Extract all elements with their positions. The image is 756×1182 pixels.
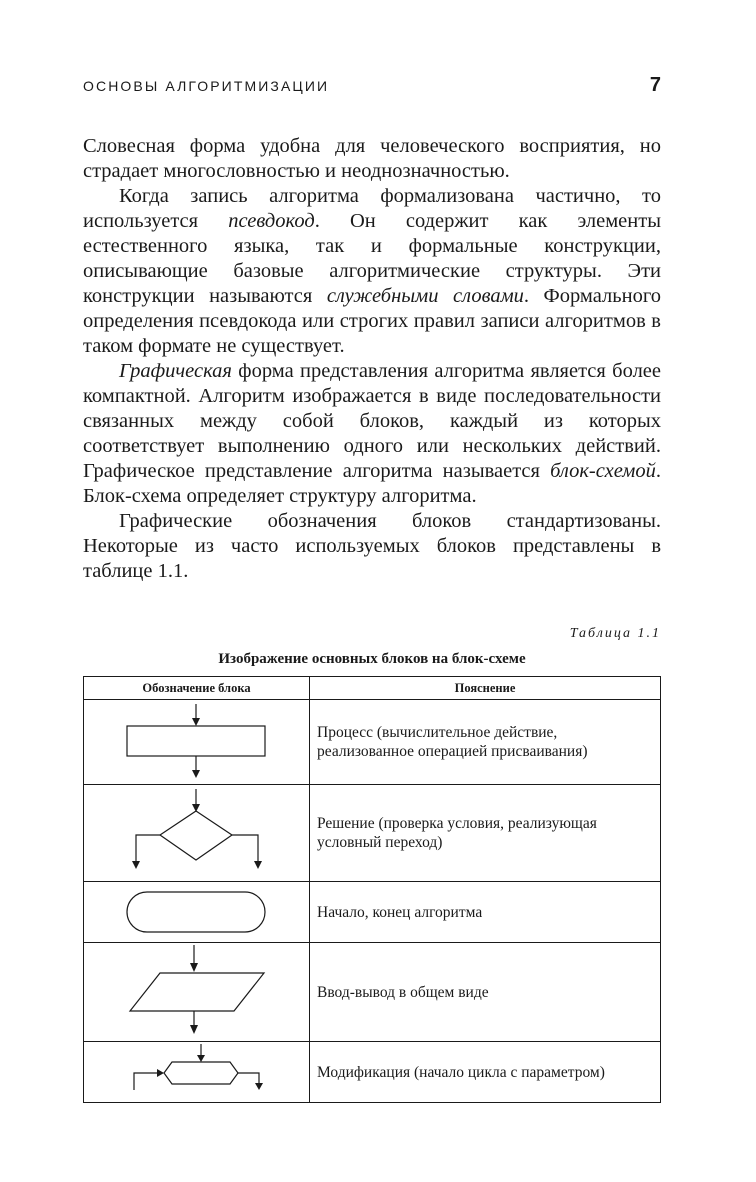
table-label: Таблица 1.1 xyxy=(569,626,661,641)
table-row xyxy=(84,785,661,882)
description-cell: Модификация (начало цикла с параметром) xyxy=(310,1042,661,1103)
symbol-cell xyxy=(84,943,310,1042)
symbol-cell xyxy=(84,785,310,882)
loop-modification-block-icon xyxy=(84,1042,309,1102)
paragraph-4-text: Графические обозначения блоков стандартизованы. Некоторые из часто используемых блоков представлены в таблице 1.1. xyxy=(83,510,661,582)
paragraph-2 xyxy=(83,184,661,359)
description-cell: Начало, конец алгоритма xyxy=(310,882,661,943)
term-service-words: служебными словами xyxy=(326,285,524,307)
term-pseudocode: псевдокод xyxy=(228,210,315,232)
paragraph-3 xyxy=(83,359,661,509)
table-row xyxy=(84,700,661,785)
paragraph-1 xyxy=(83,134,661,184)
description-cell: Ввод-вывод в общем виде xyxy=(310,943,661,1042)
paragraph-2-text-b: . Он содержит как элементы естественного языка, так и формальные конструкции, описывающие базовые алгоритмические структуры. Эти конструкции называются xyxy=(83,210,661,307)
description-cell: Процесс (вычислительное действие, реализованное операцией присваивания) xyxy=(310,700,661,785)
process-block-icon xyxy=(84,700,309,784)
page-header xyxy=(83,76,661,98)
paragraph-2-text-a: Когда запись алгоритма формализована частично, то используется xyxy=(83,185,661,232)
symbol-cell xyxy=(84,700,310,785)
decision-block-icon xyxy=(84,785,309,881)
table-row xyxy=(84,943,661,1042)
symbol-cell xyxy=(84,882,310,943)
body-text xyxy=(83,134,661,584)
table-title: Изображение основных блоков на блок-схеме xyxy=(218,651,526,667)
column-header-description: Пояснение xyxy=(310,677,661,700)
paragraph-4 xyxy=(83,509,661,584)
term-graphical: Графическая xyxy=(119,360,232,382)
paragraph-1-text: Словесная форма удобна для человеческого восприятия, но страдает многословностью и неоднозначностью. xyxy=(83,135,661,182)
symbol-cell xyxy=(84,1042,310,1103)
terminator-block-icon xyxy=(84,882,309,942)
paragraph-3-text-b: . Блок-схема определяет структуру алгоритма. xyxy=(83,460,661,507)
table-row xyxy=(84,882,661,943)
page-number: 7 xyxy=(649,74,661,96)
paragraph-2-text-c: . Формального определения псевдокода или строгих правил записи алгоритмов в таком формате не существует. xyxy=(83,285,661,357)
column-header-symbol: Обозначение блока xyxy=(84,677,310,700)
running-title: ОСНОВЫ АЛГОРИТМИЗАЦИИ xyxy=(83,78,330,94)
io-block-icon xyxy=(84,943,309,1041)
blocks-table xyxy=(83,676,661,1103)
table-header-row xyxy=(84,677,661,700)
term-flowchart: блок-схемой xyxy=(550,460,656,482)
description-cell: Решение (проверка условия, реализующая условный переход) xyxy=(310,785,661,882)
paragraph-3-text-a: форма представления алгоритма является более компактной. Алгоритм изображается в виде последовательности связанных между собой блоков, каждый из которых соответствует выполнению одного или нескольких действий. Графическое представление алгоритма называется xyxy=(83,360,661,482)
table-row xyxy=(84,1042,661,1103)
